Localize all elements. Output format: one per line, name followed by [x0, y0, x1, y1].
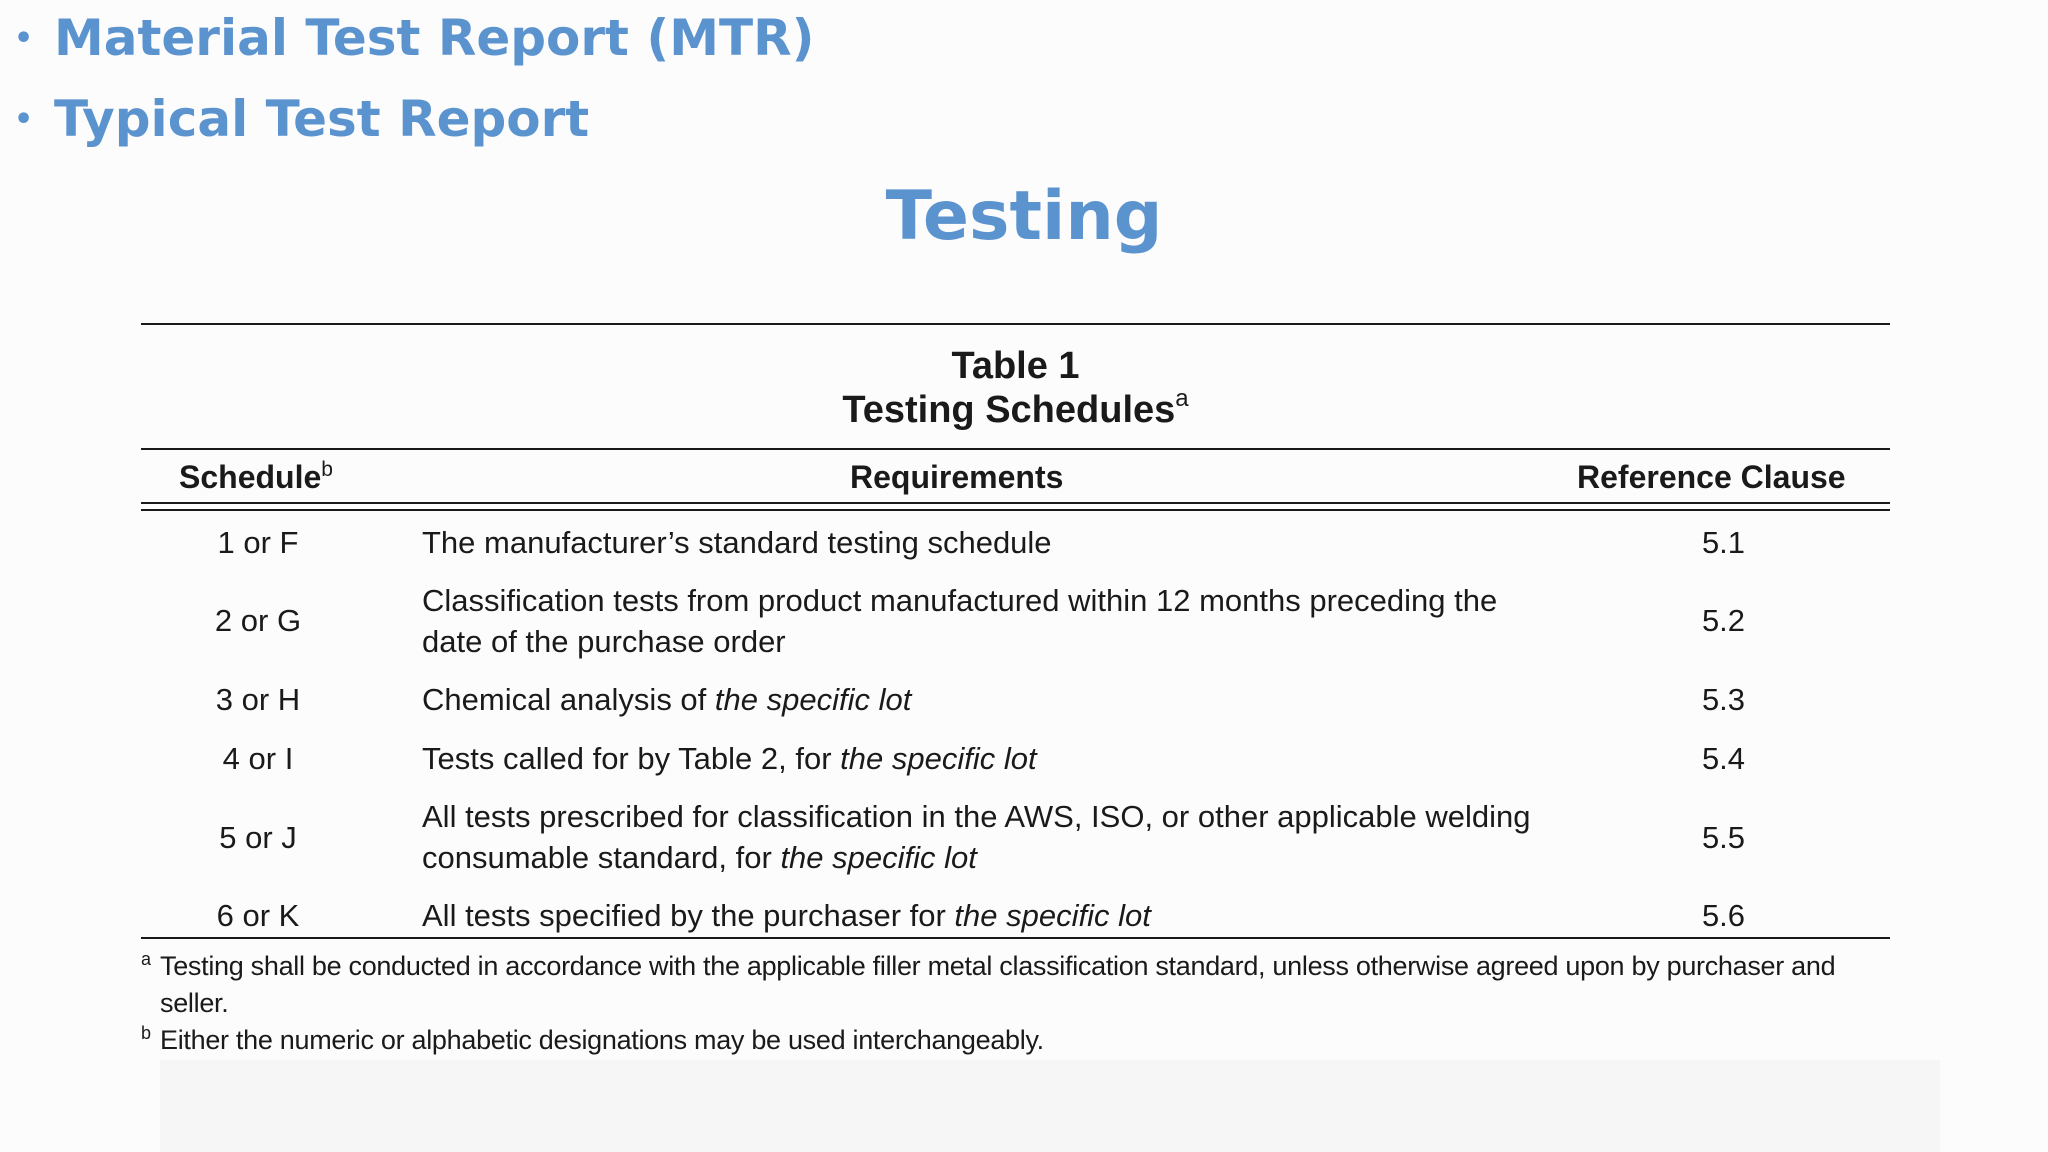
table-title — [141, 385, 1890, 432]
header-top-rule — [141, 448, 1890, 450]
table-title-footnote-mark: a — [1175, 385, 1189, 412]
requirements-italic-text: the specific lot — [954, 897, 1151, 933]
table-top-rule — [141, 323, 1890, 325]
reference-cell: 5.3 — [1701, 682, 1746, 717]
schedule-cell: 5 or J — [219, 819, 297, 855]
footnote-text: Either the numeric or alphabetic designations may be used interchangeably. — [160, 1025, 1044, 1055]
reference-cell: 5.4 — [1701, 741, 1746, 776]
bullet-label: Typical Test Report — [54, 90, 590, 148]
column-header-schedule-text: Schedule — [179, 459, 322, 495]
requirements-text: Tests called for by Table 2, for — [422, 741, 841, 776]
requirements-text: Chemical analysis of — [422, 682, 715, 717]
footnote-text: Testing shall be conducted in accordance with the applicable filler metal classification standard, unless otherwise agreed upon by purchaser and seller. — [160, 951, 1836, 1018]
reference-cell: 5.2 — [1701, 603, 1746, 638]
requirements-italic-text: the specific lot — [840, 741, 1037, 776]
table-title-text: Testing Schedules — [842, 389, 1176, 431]
requirements-cell — [375, 895, 1557, 936]
footnote — [141, 948, 1890, 1022]
reference-cell: 5.6 — [1701, 897, 1746, 933]
schedule-cell: 1 or F — [217, 525, 299, 560]
table-row — [141, 729, 1890, 788]
footnote — [141, 1022, 1890, 1059]
bullet-dot-icon: • — [14, 101, 34, 137]
table-bottom-rule — [141, 937, 1890, 939]
table-row — [141, 670, 1890, 729]
bullet-dot-icon: • — [14, 20, 34, 56]
bullet-item — [14, 76, 814, 162]
document-page-edge — [160, 1060, 1940, 1152]
column-header-reference: Reference Clause — [1577, 459, 1846, 495]
requirements-cell — [375, 679, 1557, 720]
footnote-mark: a — [141, 949, 152, 969]
bullet-list — [14, 0, 814, 162]
requirements-text: All tests prescribed for classification in the AWS, ISO, or other applicable welding consumable standard, for — [422, 799, 1531, 875]
reference-cell: 5.5 — [1701, 819, 1746, 855]
footnote-mark: b — [141, 1023, 152, 1043]
bullet-item — [14, 0, 814, 76]
reference-cell: 5.1 — [1701, 525, 1746, 560]
schedule-cell: 2 or G — [214, 603, 302, 638]
requirements-cell — [375, 796, 1557, 878]
requirements-italic-text: the specific lot — [780, 840, 977, 875]
requirements-cell — [375, 580, 1557, 662]
schedule-cell: 4 or I — [222, 741, 294, 776]
requirements-text: All tests specified by the purchaser for — [422, 897, 955, 933]
requirements-text: Classification tests from product manufactured within 12 months preceding the date of the purchase order — [422, 582, 1498, 659]
requirements-italic-text: the specific lot — [714, 682, 912, 717]
table-caption: Table 1 — [951, 345, 1080, 387]
schedule-cell: 3 or H — [215, 682, 301, 717]
slide-title: Testing — [885, 177, 1163, 256]
table-row — [141, 571, 1890, 670]
column-header-requirements: Requirements — [850, 459, 1064, 495]
column-header-schedule-footnote-mark: b — [321, 458, 333, 481]
requirements-cell — [375, 738, 1557, 779]
header-bottom-rule-second — [141, 509, 1890, 511]
schedule-cell: 6 or K — [216, 897, 300, 933]
column-header-schedule — [179, 457, 333, 497]
header-bottom-rule — [141, 502, 1890, 504]
requirements-text: The manufacturer’s standard testing schedule — [422, 525, 1052, 560]
table-row — [141, 514, 1890, 571]
bullet-label: Material Test Report (MTR) — [54, 9, 815, 67]
requirements-cell — [375, 522, 1557, 563]
table-row — [141, 886, 1890, 944]
table-row — [141, 788, 1890, 886]
